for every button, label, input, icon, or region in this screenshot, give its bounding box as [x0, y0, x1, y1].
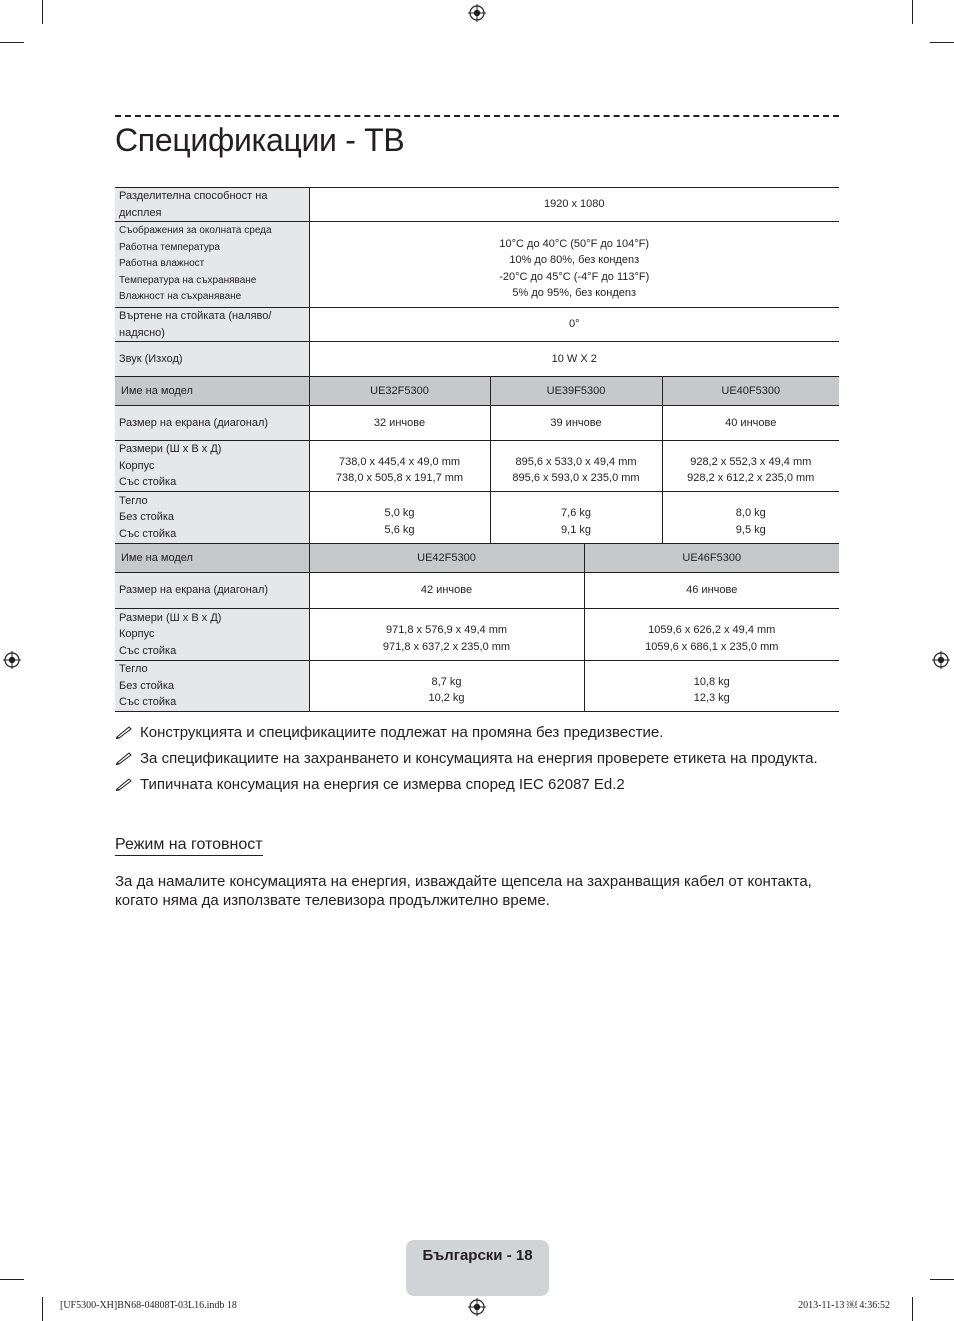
table-row: [115, 441, 839, 492]
dimensions-line: 971,8 x 637,2 x 235,0 mm: [382, 640, 511, 653]
weight-line: 8,0 kg: [735, 507, 766, 519]
dimensions-label-line: Корпус: [119, 628, 155, 641]
table-row: [115, 661, 839, 712]
model-name: UE42F5300: [309, 544, 584, 573]
spec-table: [115, 187, 839, 712]
weight-label-line: Тегло: [119, 663, 148, 676]
dimensions-line: 738,0 x 505,8 x 191,7 mm: [335, 472, 464, 484]
table-row: [115, 188, 839, 222]
note-item: [115, 724, 839, 742]
environment-label: [115, 222, 309, 308]
crop-mark: [42, 1297, 43, 1321]
crop-mark: [912, 0, 913, 24]
crop-mark: [930, 42, 954, 43]
crop-mark: [912, 1297, 913, 1321]
screen-size-value: 40 инчове: [662, 406, 839, 441]
dimensions-label: [115, 441, 309, 492]
weight-line: 8,7 kg: [431, 675, 462, 688]
dimensions-line: 928,2 x 612,2 x 235,0 mm: [687, 472, 815, 484]
sound-label: Звук (Изход): [115, 342, 309, 377]
environment-label-line: Температура на съхраняване: [119, 274, 257, 286]
dimensions-label-line: Със стойка: [119, 476, 177, 489]
weight-label-line: Със стойка: [119, 696, 177, 709]
dimensions-line: 1059,6 x 686,1 x 235,0 mm: [645, 640, 779, 653]
table-row: [115, 573, 839, 609]
dimensions-line: 928,2 x 552,3 x 49,4 mm: [690, 455, 812, 468]
dimensions-label-line: Със стойка: [119, 644, 177, 657]
crop-mark: [0, 1279, 24, 1280]
weight-label-line: Без стойка: [119, 511, 175, 524]
environment-label-line: Съображения за околната среда: [119, 225, 272, 237]
model-name: UE39F5300: [490, 377, 662, 406]
screen-size-value: 39 инчове: [490, 406, 662, 441]
dimensions-value: [662, 441, 839, 492]
rotation-value: 0°: [309, 308, 839, 342]
screen-size-value: 46 инчове: [584, 573, 839, 609]
weight-value: [584, 661, 839, 712]
page-title: Спецификации - ТВ: [115, 122, 405, 158]
weight-line: 5,6 kg: [384, 523, 415, 536]
weight-value: [309, 661, 584, 712]
dimensions-value: [309, 609, 584, 661]
weight-line: 5,0 kg: [384, 507, 415, 519]
weight-label: [115, 661, 309, 712]
screen-size-value: 32 инчове: [309, 406, 490, 441]
environment-value: 10°C до 40°C (50°F до 104°F): [499, 237, 650, 250]
environment-value: 10% до 80%, без кондenз: [509, 254, 640, 266]
table-row: [115, 544, 839, 573]
dimensions-value: [584, 609, 839, 661]
dimensions-line: 738,0 x 445,4 x 49,0 mm: [338, 455, 461, 468]
registration-mark-icon: [468, 4, 486, 22]
registration-mark-icon: [932, 651, 950, 669]
crop-mark: [0, 42, 24, 43]
note-text: За спецификациите на захранването и консумацията на енергия проверете етикета на продукта.: [140, 750, 818, 767]
environment-label-line: Работна температура: [119, 241, 220, 253]
print-timestamp: 2013-11-13 ￼ 4:36:52: [798, 1300, 890, 1311]
registration-mark-icon: [468, 1298, 486, 1316]
pencil-icon: [115, 751, 133, 765]
table-row: [115, 609, 839, 661]
standby-text: За да намалите консумацията на енергия, изваждайте щепсела на захранващия кабел от контакта, когато няма да използвате телевизора продължително време.: [115, 873, 812, 909]
note-item: [115, 750, 839, 768]
environment-values: [309, 222, 839, 308]
weight-line: 9,1 kg: [561, 523, 591, 536]
table-row: [115, 377, 839, 406]
weight-value: [662, 492, 839, 544]
dimensions-label-line: Размери (Ш x В x Д): [119, 443, 222, 456]
weight-line: 9,5 kg: [735, 523, 766, 536]
weight-line: 10,8 kg: [693, 675, 730, 688]
dimensions-line: 971,8 x 576,9 x 49,4 mm: [385, 624, 508, 636]
screen-size-value: 42 инчове: [309, 573, 584, 609]
crop-mark: [42, 0, 43, 24]
dimensions-label-line: Корпус: [119, 459, 155, 472]
notes-list: [115, 724, 839, 802]
weight-line: 12,3 kg: [693, 692, 730, 704]
screen-size-label: Размер на екрана (диагонал): [115, 573, 309, 609]
page-label: Български - 18: [422, 1247, 533, 1264]
pencil-icon: [115, 725, 133, 739]
model-name: UE46F5300: [584, 544, 839, 573]
table-row: [115, 342, 839, 377]
note-item: [115, 776, 839, 794]
dimensions-line: 895,6 x 533,0 x 49,4 mm: [515, 455, 637, 468]
crop-mark: [930, 1279, 954, 1280]
weight-label-line: Без стойка: [119, 679, 175, 692]
environment-value: 5% до 95%, без кондenз: [512, 287, 637, 299]
table-row: [115, 406, 839, 441]
dimensions-value: [309, 441, 490, 492]
table-row: [115, 492, 839, 544]
environment-value: -20°C до 45°C (-4°F до 113°F): [499, 270, 650, 283]
weight-line: 10,2 kg: [428, 692, 465, 704]
title-divider: [115, 115, 839, 117]
page-number-badge: [406, 1240, 549, 1296]
environment-label-line: Влажност на съхраняване: [119, 291, 242, 303]
note-text: Типичната консумация на енергия се измерва според IEC 62087 Ed.2: [140, 776, 625, 793]
pencil-icon: [115, 777, 133, 791]
registration-mark-icon: [3, 651, 21, 669]
environment-label-line: Работна влажност: [119, 258, 205, 270]
weight-line: 7,6 kg: [561, 507, 591, 519]
model-name: UE40F5300: [662, 377, 839, 406]
note-text: Конструкцията и спецификациите подлежат на промяна без предизвестие.: [140, 724, 664, 741]
dimensions-line: 895,6 x 593,0 x 235,0 mm: [512, 472, 640, 484]
table-row: [115, 222, 839, 308]
model-name: UE32F5300: [309, 377, 490, 406]
table-row: [115, 308, 839, 342]
standby-heading: Режим на готовност: [115, 836, 263, 856]
model-name-label: Име на модел: [115, 544, 309, 573]
dimensions-line: 1059,6 x 626,2 x 49,4 mm: [648, 624, 776, 636]
rotation-label: Въртене на стойката (наляво/ надясно): [115, 308, 309, 342]
resolution-label: Разделителна способност на дисплея: [115, 188, 309, 222]
resolution-value: 1920 x 1080: [309, 188, 839, 222]
screen-size-label: Размер на екрана (диагонал): [115, 406, 309, 441]
dimensions-label-line: Размери (Ш x В x Д): [119, 611, 222, 624]
weight-label: [115, 492, 309, 544]
dimensions-label: [115, 609, 309, 661]
model-name-label: Име на модел: [115, 377, 309, 406]
sound-value: 10 W X 2: [309, 342, 839, 377]
file-info: [UF5300-XH]BN68-04808T-03L16.indb 18: [60, 1300, 237, 1311]
weight-value: [309, 492, 490, 544]
dimensions-value: [490, 441, 662, 492]
weight-value: [490, 492, 662, 544]
weight-label-line: Със стойка: [119, 527, 177, 540]
weight-label-line: Тегло: [119, 494, 148, 507]
